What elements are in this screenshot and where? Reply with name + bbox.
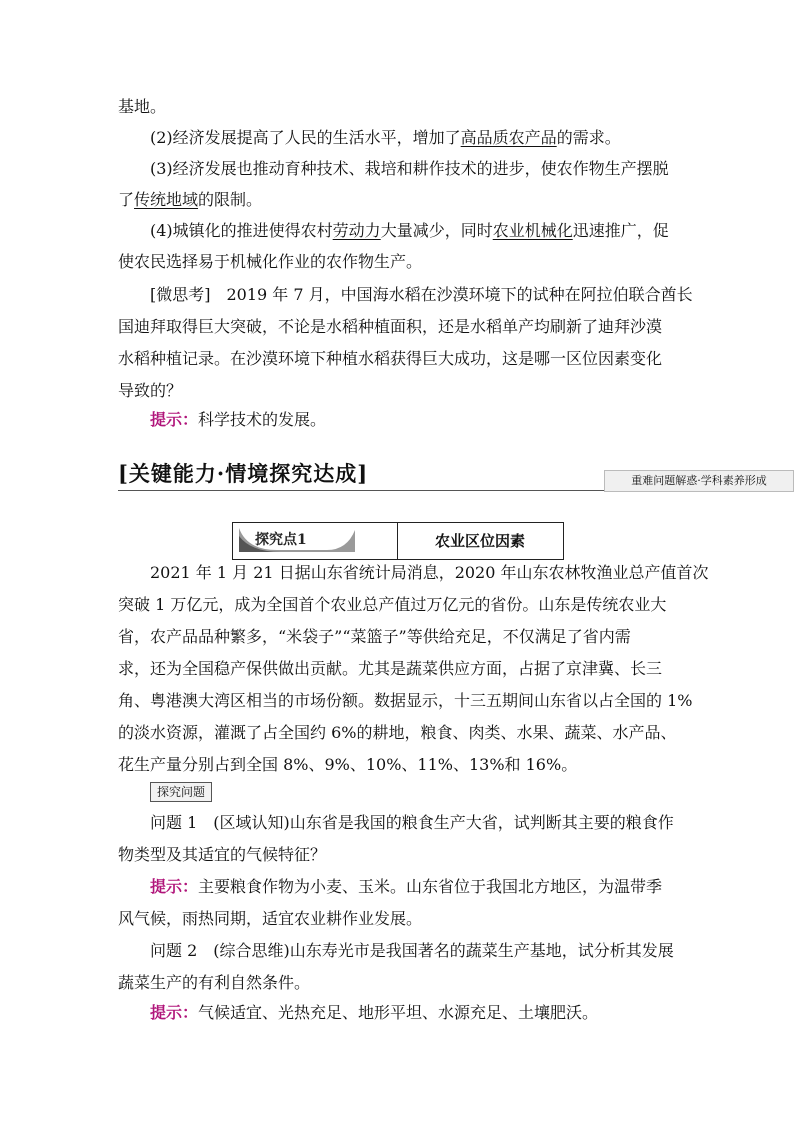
- hint-line: 提示：科学技术的发展。: [150, 410, 327, 429]
- underlined-term: 传统地域: [134, 190, 199, 209]
- section-title: [关键能力·情境探究达成]: [118, 461, 369, 486]
- passage-line: 求，还为全国稳产保供做出贡献。尤其是蔬菜供应方面，占据了京津冀、长三: [118, 659, 663, 678]
- think-line: 国迪拜取得巨大突破，不论是水稻种植面积，还是水稻单产均刷新了迪拜沙漠: [118, 317, 663, 336]
- think-line: 水稻种植记录。在沙漠环境下种植水稻获得巨大成功，这是哪一区位因素变化: [118, 349, 663, 368]
- section-divider: [118, 490, 678, 491]
- passage-line: 花生产量分别占到全国 8%、9%、10%、11%、13%和 16%。: [118, 755, 578, 774]
- hint-line: 提示：主要粮食作物为小麦、玉米。山东省位于我国北方地区，为温带季: [150, 877, 663, 896]
- text-line: (2)经济发展提高了人民的生活水平，增加了高品质农产品的需求。: [150, 128, 621, 147]
- question-line: 问题 2 (综合思维)山东寿光市是我国著名的蔬菜生产基地，试分析其发展: [150, 941, 674, 960]
- text-line: (3)经济发展也推动育种技术、栽培和耕作技术的进步，使农作物生产摆脱: [150, 159, 669, 178]
- questions-tag: 探究问题: [150, 782, 212, 802]
- passage-line: 省，农产品品种繁多，“米袋子”“菜篮子”等供给充足，不仅满足了省内需: [118, 627, 631, 646]
- passage-line: 突破 1 万亿元，成为全国首个农业总产值过万亿元的省份。山东是传统农业大: [118, 595, 667, 614]
- explore-point-header: [232, 522, 564, 560]
- explore-point-label: 探究点1: [255, 532, 307, 548]
- section-tag: 重难问题解惑·学科素养形成: [604, 470, 794, 492]
- text-line: 了传统地域的限制。: [118, 190, 263, 209]
- passage-line: 的淡水资源，灌溉了占全国约 6%的耕地，粮食、肉类、水果、蔬菜、水产品、: [118, 723, 677, 742]
- question-line: 物类型及其适宜的气候特征？: [118, 845, 327, 864]
- think-line: 导致的？: [118, 381, 183, 400]
- underlined-term: 劳动力: [332, 221, 381, 240]
- passage-line: 角、粤港澳大湾区相当的市场份额。数据显示，十三五期间山东省以占全国的 1%: [118, 691, 693, 710]
- question-line: 蔬菜生产的有利自然条件。: [118, 973, 311, 992]
- hint-label: 提示：: [150, 877, 199, 896]
- hint-label: 提示：: [150, 1003, 199, 1022]
- explore-point-topic: 农业区位因素: [434, 532, 525, 550]
- answer-line: 风气候，雨热同期，适宜农业耕作业发展。: [118, 909, 423, 928]
- underlined-term: 农业机械化: [492, 221, 573, 240]
- text-line: 基地。: [118, 97, 167, 116]
- question-line: 问题 1 (区域认知)山东省是我国的粮食生产大省，试判断其主要的粮食作: [150, 813, 674, 832]
- text-line: 使农民选择易于机械化作业的农作物生产。: [118, 252, 423, 271]
- text-line: (4)城镇化的推进使得农村劳动力大量减少，同时农业机械化迅速推广，促: [150, 221, 669, 240]
- underlined-term: 高品质农产品: [460, 128, 557, 147]
- explore-point-badge: [233, 523, 398, 559]
- think-line: [微思考] 2019 年 7 月，中国海水稻在沙漠环境下的试种在阿拉伯联合酋长: [150, 285, 693, 304]
- hint-line: 提示：气候适宜、光热充足、地形平坦、水源充足、土壤肥沃。: [150, 1003, 599, 1022]
- hint-label: 提示：: [150, 410, 199, 429]
- passage-line: 2021 年 1 月 21 日据山东省统计局消息，2020 年山东农林牧渔业总产值首次: [150, 563, 709, 582]
